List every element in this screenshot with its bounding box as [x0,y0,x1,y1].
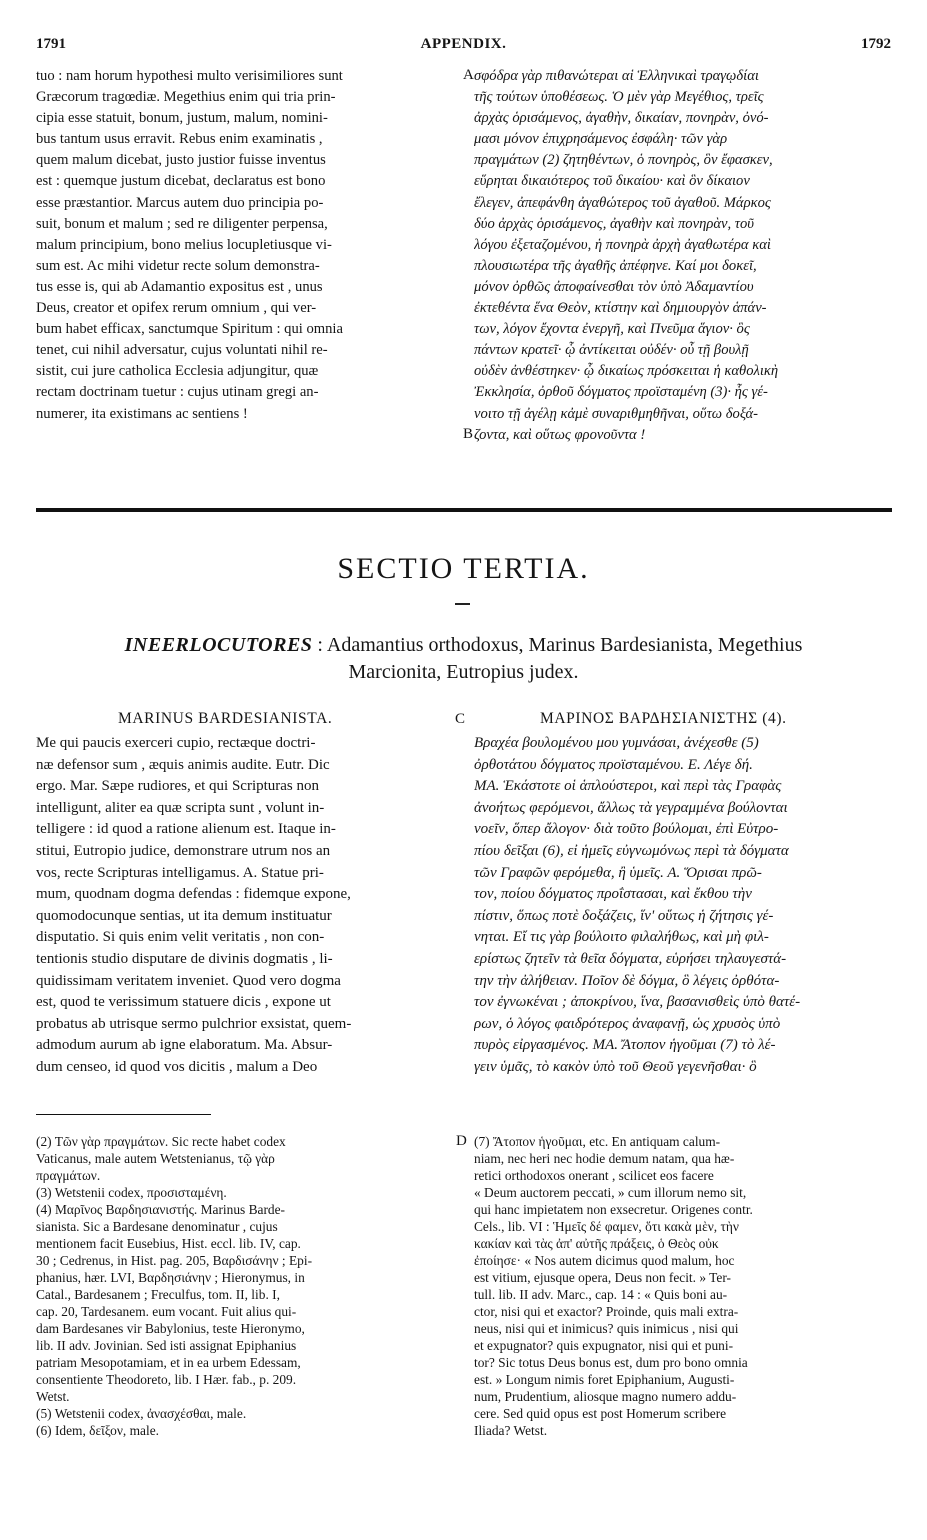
interlocutores-names-2: Marcionita, Eutropius judex. [348,661,579,683]
dialogue-latin-column [36,733,450,1079]
footnote-line: patriam Mesopotamiam, et in ea urbem Edessam, [36,1355,301,1370]
footnote-line: phanius, hær. LVI, Βαρδησιάνην ; Hieronymus, in [36,1270,305,1285]
text-line: admodum aurum ab igne elaboratum. Ma. Absur- [36,1037,333,1054]
text-line: νοιτο τῇ ἀγέλῃ κἀμὲ συναριθμηθῆναι, οὕτω δοξά- [474,405,759,422]
footnote-line: tor? Sic totus Deus bonus est, dum pro bono omnia [474,1355,748,1370]
margin-letter-b: B [463,426,474,442]
margin-letter-a: A [463,67,474,83]
text-line: γειν ὑμᾶς, τὸ κακὸν ὑπὸ τοῦ Θεοῦ γεγενῆσθαι· ὃ [474,1058,757,1075]
footnote-line: Iliada? Wetst. [474,1423,548,1438]
text-line: ρων, ὁ λόγος φαιδρότερος ἀναφανῇ, ὡς χρυσὸς ὑπὸ [474,1015,781,1032]
text-line: disputatio. Si quis enim velit veritatis , non con- [36,929,325,946]
text-line: quomodocunque sentias, ut ita demum instituatur [36,907,332,924]
text-line: dum censeo, id quod vos dicitis , malum a Deo [36,1058,318,1075]
text-line: quidissimam veritatem inveniet. Quod vero dogma [36,972,341,989]
footnote-line: Cels., lib. VI : Ἡμεῖς δέ φαμεν, ὅτι κακὰ μὲν, τὴν [474,1219,739,1234]
text-line: πυρὸς εἰργασμένος. ΜΑ. Ἄτοπον ἡγοῦμαι (7) τὸ λέ- [474,1037,776,1054]
text-line: τῆς τούτων ὑποθέσεως. Ὁ μὲν γὰρ Μεγέθιος, τρεῖς [474,89,764,106]
text-line: την τὴν ἀλήθειαν. Ποῖον δὲ δόγμα, ὃ λέγεις ὀρθότα- [474,972,780,989]
text-line: malum principium, bono melius locupletiusque vi- [36,236,332,253]
text-line: telligere : id quod a ratione alienum est. Itaque in- [36,821,336,838]
text-line: Ἐκκλησία, ὀρθοῦ δόγματος προϊσταμένη (3)· ἧς γέ- [474,384,768,401]
text-line: δύο ἀρχὰς ὁρισάμενος, ἀγαθὴν καὶ πονηρὰν, τοῦ [474,215,754,232]
text-line: εὕρηται δικαιότερος τοῦ δικαίου· καὶ ὃν δίκαιον [474,173,750,190]
running-title: APPENDIX. [420,36,507,52]
text-line: suit, bonum et malum ; sed re diligenter perpensa, [36,215,328,232]
page-number-right: 1792 [861,36,891,52]
footnote-line: niam, nec heri nec hodie demum natam, qua hæ- [474,1151,735,1166]
text-line: bum habet efficax, sanctumque Spiritum : qui omnia [36,321,343,338]
running-header [36,36,891,60]
text-line: næ defensor sum , æquis animis audite. Eutr. Dic [36,756,330,773]
footnote-line: (5) Wetstenii codex, ἀνασχέσθαι, male. [36,1406,247,1421]
text-line: λόγου ἐξεταζομένου, ἡ πονηρὰ ἀρχὴ ἀγαθωτέρα καὶ [474,236,771,253]
text-line: tentionis studio disputare de divinis dogmatis , li- [36,950,333,967]
interlocutores-names-1: Adamantius orthodoxus, Marinus Bardesianista, Megethius [326,634,803,656]
text-line: πίου δεῖξαι (6), εἰ ἡμεῖς εὐγνωμόνως περὶ τὰ δόγματα [474,842,789,859]
text-line: νοεῖν, ὅπερ ἄλογον· διὰ τοῦτο βούλομαι, ἐπὶ Εὐτρο- [474,821,779,838]
footnote-line: (7) Ἄτοπον ἡγοῦμαι, etc. En antiquam calum- [474,1134,721,1149]
text-line: των, λόγον ἔχοντα ἐνεργῆ, καὶ Πνεῦμα ἅγιον· ὃς [474,321,750,338]
text-line: ἔλεγεν, ἀπεφάνθη ἀγαθώτερος τοῦ ἀγαθοῦ. Μάρκος [474,194,771,211]
footnote-line: num, Prudentium, aliosque magno numero addu- [474,1389,737,1404]
section-rule [36,508,892,512]
text-line: ζοντα, καὶ οὕτως φρονοῦντα ! [474,426,646,443]
text-line: Βραχέα βουλομένου μου γυμνάσαι, ἀνέχεσθε (5) [474,735,759,751]
text-line: ἀνοήτως φερόμενοι, ἄλλως τὰ γεγραμμένα βούλονται [474,799,788,816]
text-line: tenet, cui nihil adversatur, cujus voluntati nihil re- [36,342,328,359]
interlocutores-line [36,632,891,686]
footnote-line: est vitium, ejusque opera, Deus non fecit. » Ter- [474,1270,731,1285]
footnote-line: (2) Τῶν γὰρ πραγμάτων. Sic recte habet codex [36,1134,286,1149]
footnote-line: Catal., Bardesanem ; Freculfus, tom. II, lib. I, [36,1287,280,1302]
top-latin-column [36,66,460,425]
text-line: ἐκτεθέντα ἕνα Θεὸν, κτίστην καὶ δημιουργὸν ἁπάν- [474,300,767,317]
text-line: πίστιν, ὅπως ποτὲ δοξάζεις, ἵν' οὕτως ἡ ζήτησις γέ- [474,907,774,924]
text-line: intelligunt, aliter ea quæ scripta sunt , volunt in- [36,799,325,816]
interlocutores-label: INEERLOCUTORES [124,634,313,656]
footnote-line: κακίαν καὶ τὰς ἀπ' αὐτῆς πράξεις, ὁ Θεὸς οὐκ [474,1236,719,1251]
footnote-line: tull. lib. II adv. Marc., cap. 14 : « Quis boni au- [474,1287,728,1302]
text-line: μόνον ὀρθῶς ἀποφαίνεσθαι τὸν ὑπὸ Ἀδαμαντίου [474,278,754,295]
text-line: τῶν Γραφῶν φερόμεθα, ἢ ὑμεῖς. Α. Ὅρισαι πρῶ- [474,864,762,881]
footnote-line: « Deum auctorem peccati, » cum illorum nemo sit, [474,1185,747,1200]
footnote-line: lib. II adv. Jovinian. Sed isti assignat Epiphanius [36,1338,297,1353]
speaker-heading-greek: ΜΑΡΙΝΟΣ ΒΑΡΔΗΣΙΑΝΙΣΤΗΣ (4). [540,710,787,727]
page-number-left: 1791 [36,36,66,52]
footnote-line: consentiente Theodoreto, lib. I Hær. fab., p. 209. [36,1372,297,1387]
footnote-line: retici orthodoxos onerant , scilicet eos facere [474,1168,714,1183]
footnote-line: est. » Longum nimis foret Epiphanium, Augusti- [474,1372,735,1387]
text-line: ergo. Mar. Sæpe rudiores, et qui Scripturas non [36,778,320,795]
footnote-line: qui hanc impietatem non exsecretur. Origenes contr. [474,1202,753,1217]
text-line: νηται. Εἴ τις γὰρ βούλοιτο φιλαλήθως, καὶ μὴ φιλ- [474,929,769,946]
footnote-line: mentionem facit Eusebius, Hist. eccl. lib. IV, cap. [36,1236,301,1251]
footnote-line: sianista. Sic a Bardesane denominatur , cujus [36,1219,278,1234]
footnote-line: et expugnator? quis expugnator, nisi qui et puni- [474,1338,734,1353]
text-line: πλουσιωτέρα τῆς ἀγαθῆς ἀπέφηνε. Καί μοι δοκεῖ, [474,257,757,274]
footnote-rule [36,1114,211,1115]
text-line: quem malum dicebat, justo justior fuisse inventus [36,152,326,169]
footnote-line: πραγμάτων. [36,1168,101,1183]
footnotes-left [36,1133,452,1439]
text-line: Græcorum tragœdiæ. Megethius enim qui tria prin- [36,89,336,106]
text-line: σφόδρα γὰρ πιθανώτεραι αἱ Ἑλληνικαὶ τραγῳδίαι [474,68,759,84]
margin-letter-d: D [456,1133,467,1149]
text-line: bus tantum usus erravit. Rebus enim examinatis , [36,131,323,148]
text-line: πραγμάτων (2) ζητηθέντων, ὁ πονηρὸς, ὃν ἔφασκεν, [474,152,773,169]
footnote-line: dam Bardesanes vir Babylonius, teste Hieronymo, [36,1321,305,1336]
margin-letter-c: C [455,711,466,727]
text-line: esse præstantior. Marcus autem duo principia po- [36,194,324,211]
text-line: Me qui paucis exerceri cupio, rectæque doctri- [36,735,316,751]
text-line: ἀρχὰς ὁρισάμενος, ἀγαθὴν, δικαίαν, πονηρὰν, ὀνό- [474,110,769,127]
footnote-line: neus, nisi qui et inimicus? quis inimicus , nisi qui [474,1321,739,1336]
footnote-line: cap. 20, Tardesanem. eum vocant. Fuit alius qui- [36,1304,297,1319]
text-line: τον, ποίου δόγματος προΐστασαι, καὶ ἔκθου τὴν [474,886,752,903]
dialogue-greek-column [474,733,892,1079]
title-dash [455,603,470,605]
footnote-line: ctor, nisi qui et exactor? Proinde, quis mali extra- [474,1304,739,1319]
footnotes-right [474,1133,892,1439]
top-greek-column [474,66,892,446]
text-line: πάντων κρατεῖ· ᾧ ἀντίκειται οὐδέν· οὗ τῇ βουλῇ [474,342,749,359]
text-line: numerer, ita existimans ac sentiens ! [36,405,248,422]
footnote-line: (4) Μαρῖνος Βαρδησιανιστής. Marinus Barde- [36,1202,286,1217]
footnote-line: 30 ; Cedrenus, in Hist. pag. 205, Βαρδισάνην ; Epi- [36,1253,313,1268]
text-line: τον ἐγνωκέναι ; ἀποκρίνου, ἵνα, βασανισθεὶς ὑπὸ θατέ- [474,994,801,1011]
text-line: stitui, Eutropio judice, demonstrare utrum nos an [36,842,331,859]
footnote-line: Vaticanus, male autem Wetstenianus, τῷ γὰρ [36,1151,275,1166]
text-line: mum, quodnam dogma defendas : fidemque expone, [36,886,351,903]
text-line: μασι μόνον ἐπιχρησάμενος ἐσφάλη· τῶν γὰρ [474,131,728,148]
footnote-line: (3) Wetstenii codex, προσισταμένη. [36,1185,227,1200]
section-title: SECTIO TERTIA. [337,552,590,585]
interlocutores-colon: : [312,634,327,656]
text-line: est : quemque justum dicebat, declaratus est bono [36,173,326,190]
text-line: est, quod te verissimum statuere dicis , expone ut [36,994,331,1011]
footnote-line: ἐποίησε· « Nos autem dicimus quod malum, hoc [474,1253,735,1268]
text-line: sistit, cui jure catholica Ecclesia adjungitur, quæ [36,363,319,380]
text-line: Deus, creator et opifex rerum omnium , qui ver- [36,300,317,317]
text-line: probatus ab utrisque sermo pulchrior exsistat, quem- [36,1015,352,1032]
text-line: ερίστως ζητεῖν τὰ θεῖα δόγματα, εὑρήσει τηλαυγεστά- [474,950,787,967]
footnote-line: cere. Sed quid opus est post Homerum scribere [474,1406,727,1421]
footnote-line: Wetst. [36,1389,70,1404]
text-line: οὐδὲν ἀνθέστηκεν· ᾧ δικαίως πρόσκειται ἡ καθολικὴ [474,363,779,380]
text-line: rectam doctrinam tuetur : cujus utinam gregi an- [36,384,319,401]
text-line: tus esse is, qui ab Adamantio expositus est , unus [36,278,323,295]
text-line: vos, recte Scripturas intelligamus. A. Statue pri- [36,864,324,881]
text-line: ΜΑ. Ἑκάστοτε οἱ ἁπλούστεροι, καὶ περὶ τὰς Γραφὰς [474,778,782,795]
text-line: ὀρθοτάτου δόγματος προϊσταμένου. Ε. Λέγε δή. [474,756,753,773]
speaker-heading-latin: MARINUS BARDESIANISTA. [118,710,333,727]
text-line: cipia esse statuit, bonum, justum, malum, nomini- [36,110,328,127]
text-line: sum est. Ac mihi videtur recte solum demonstra- [36,257,320,274]
text-line: tuo : nam horum hypothesi multo verisimiliores sunt [36,68,343,84]
footnote-line: (6) Idem, δεῖξον, male. [36,1423,159,1438]
